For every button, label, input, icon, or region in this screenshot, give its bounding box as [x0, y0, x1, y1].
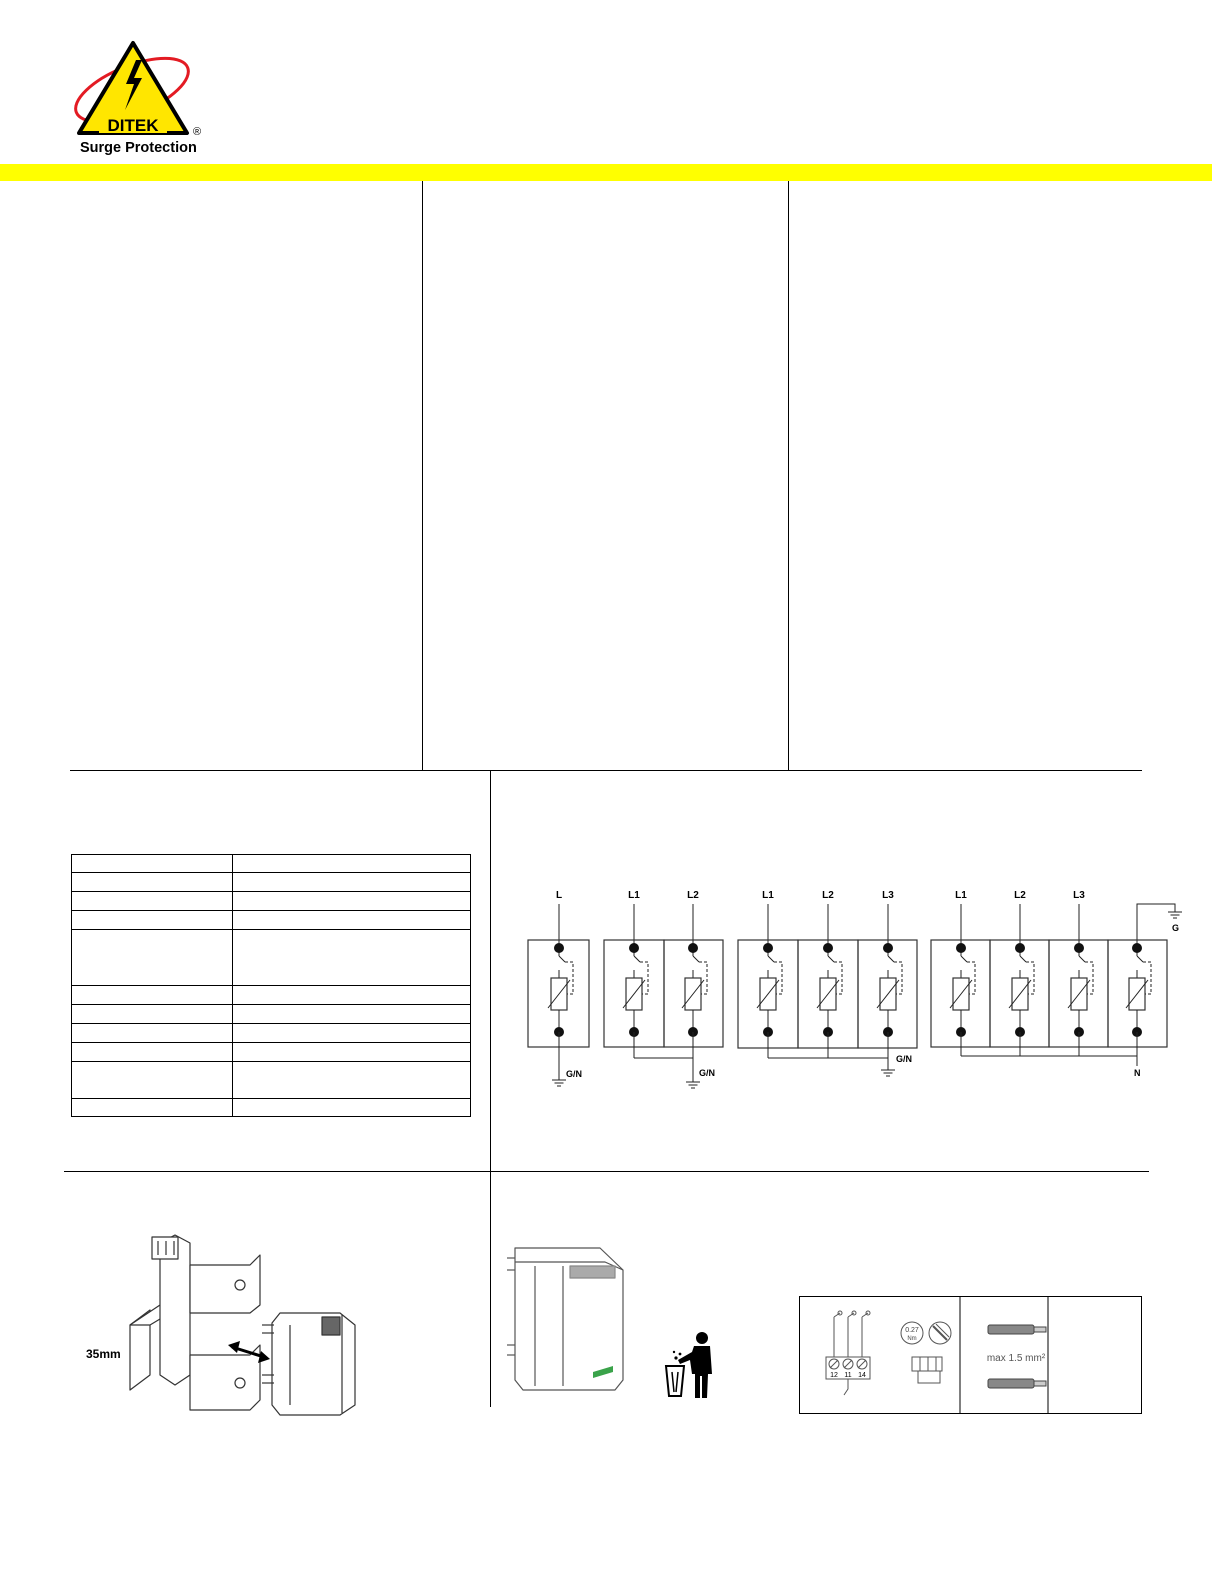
ground-label: G/N: [896, 1054, 913, 1064]
table-row: [72, 1024, 471, 1043]
logo-tagline: Surge Protection: [80, 140, 197, 156]
wiring-diagram-two-phase: [604, 890, 723, 1088]
ground-label: G/N: [699, 1068, 716, 1078]
line-label: L: [555, 890, 563, 901]
wiring-diagram-three-phase: [738, 890, 917, 1076]
din-rail-mount-icon: [80, 1225, 370, 1425]
terminal-block-icon: [800, 1297, 1141, 1413]
header-accent-bar: [0, 164, 1212, 181]
ditek-logo: [70, 38, 220, 158]
wiring-diagram-single-phase: [528, 890, 589, 1086]
din-rail-label: 35mm: [86, 1347, 121, 1361]
wiring-diagrams: [520, 880, 1190, 1090]
table-cell: [233, 1062, 471, 1099]
line-label: L3: [1073, 890, 1085, 901]
table-cell: [72, 1043, 233, 1062]
table-row: [72, 873, 471, 892]
table-row: [72, 1062, 471, 1099]
remote-contact-panel: [799, 1296, 1142, 1414]
table-row: [72, 986, 471, 1005]
module-icon: [505, 1240, 635, 1400]
line-label: L2: [687, 890, 699, 901]
section-divider: [64, 1171, 1149, 1172]
line-label: L2: [822, 890, 834, 901]
section-divider-vertical: [490, 770, 491, 1407]
table-cell: [72, 986, 233, 1005]
table-row: [72, 1043, 471, 1062]
table-cell: [72, 930, 233, 986]
table-cell: [72, 1024, 233, 1043]
table-cell: [72, 1062, 233, 1099]
torque-value: 0.27: [905, 1327, 919, 1334]
table-row: [72, 911, 471, 930]
terminal-label: 14: [858, 1372, 866, 1379]
table-cell: [233, 930, 471, 986]
table-cell: [72, 892, 233, 911]
terminal-label: 11: [844, 1372, 852, 1379]
line-label: L2: [1014, 890, 1026, 901]
table-row: [72, 930, 471, 986]
table-row: [72, 892, 471, 911]
table-row: [72, 855, 471, 873]
table-cell: [233, 892, 471, 911]
table-cell: [233, 873, 471, 892]
neutral-label: N: [1134, 1068, 1141, 1078]
disposal-icon: [664, 1330, 718, 1400]
table-cell: [72, 873, 233, 892]
terminal-label: 12: [830, 1372, 838, 1379]
column-divider: [788, 181, 789, 770]
table-cell: [72, 1005, 233, 1024]
line-label: L1: [955, 890, 967, 901]
table-cell: [72, 1099, 233, 1117]
column-divider: [422, 181, 423, 770]
torque-unit: Nm: [907, 1336, 917, 1342]
ground-label: G/N: [566, 1069, 583, 1079]
table-cell: [233, 1005, 471, 1024]
table-row: [72, 1099, 471, 1117]
table-cell: [233, 986, 471, 1005]
section-divider: [70, 770, 1142, 771]
table-cell: [233, 911, 471, 930]
wire-size-label: max 1.5 mm²: [986, 1353, 1046, 1364]
logo-wordmark: DITEK: [107, 116, 159, 135]
spec-table: [71, 854, 471, 1117]
line-label: L1: [628, 890, 640, 901]
wiring-diagram-three-phase-neutral: [931, 890, 1182, 1078]
line-label: L1: [762, 890, 774, 901]
table-cell: [233, 1043, 471, 1062]
table-cell: [72, 911, 233, 930]
table-cell: [233, 1024, 471, 1043]
registered-mark: ®: [192, 126, 202, 138]
table-row: [72, 1005, 471, 1024]
line-label: L3: [882, 890, 894, 901]
table-cell: [233, 1099, 471, 1117]
table-cell: [72, 855, 233, 873]
table-cell: [233, 855, 471, 873]
ground-label: G: [1172, 923, 1180, 933]
